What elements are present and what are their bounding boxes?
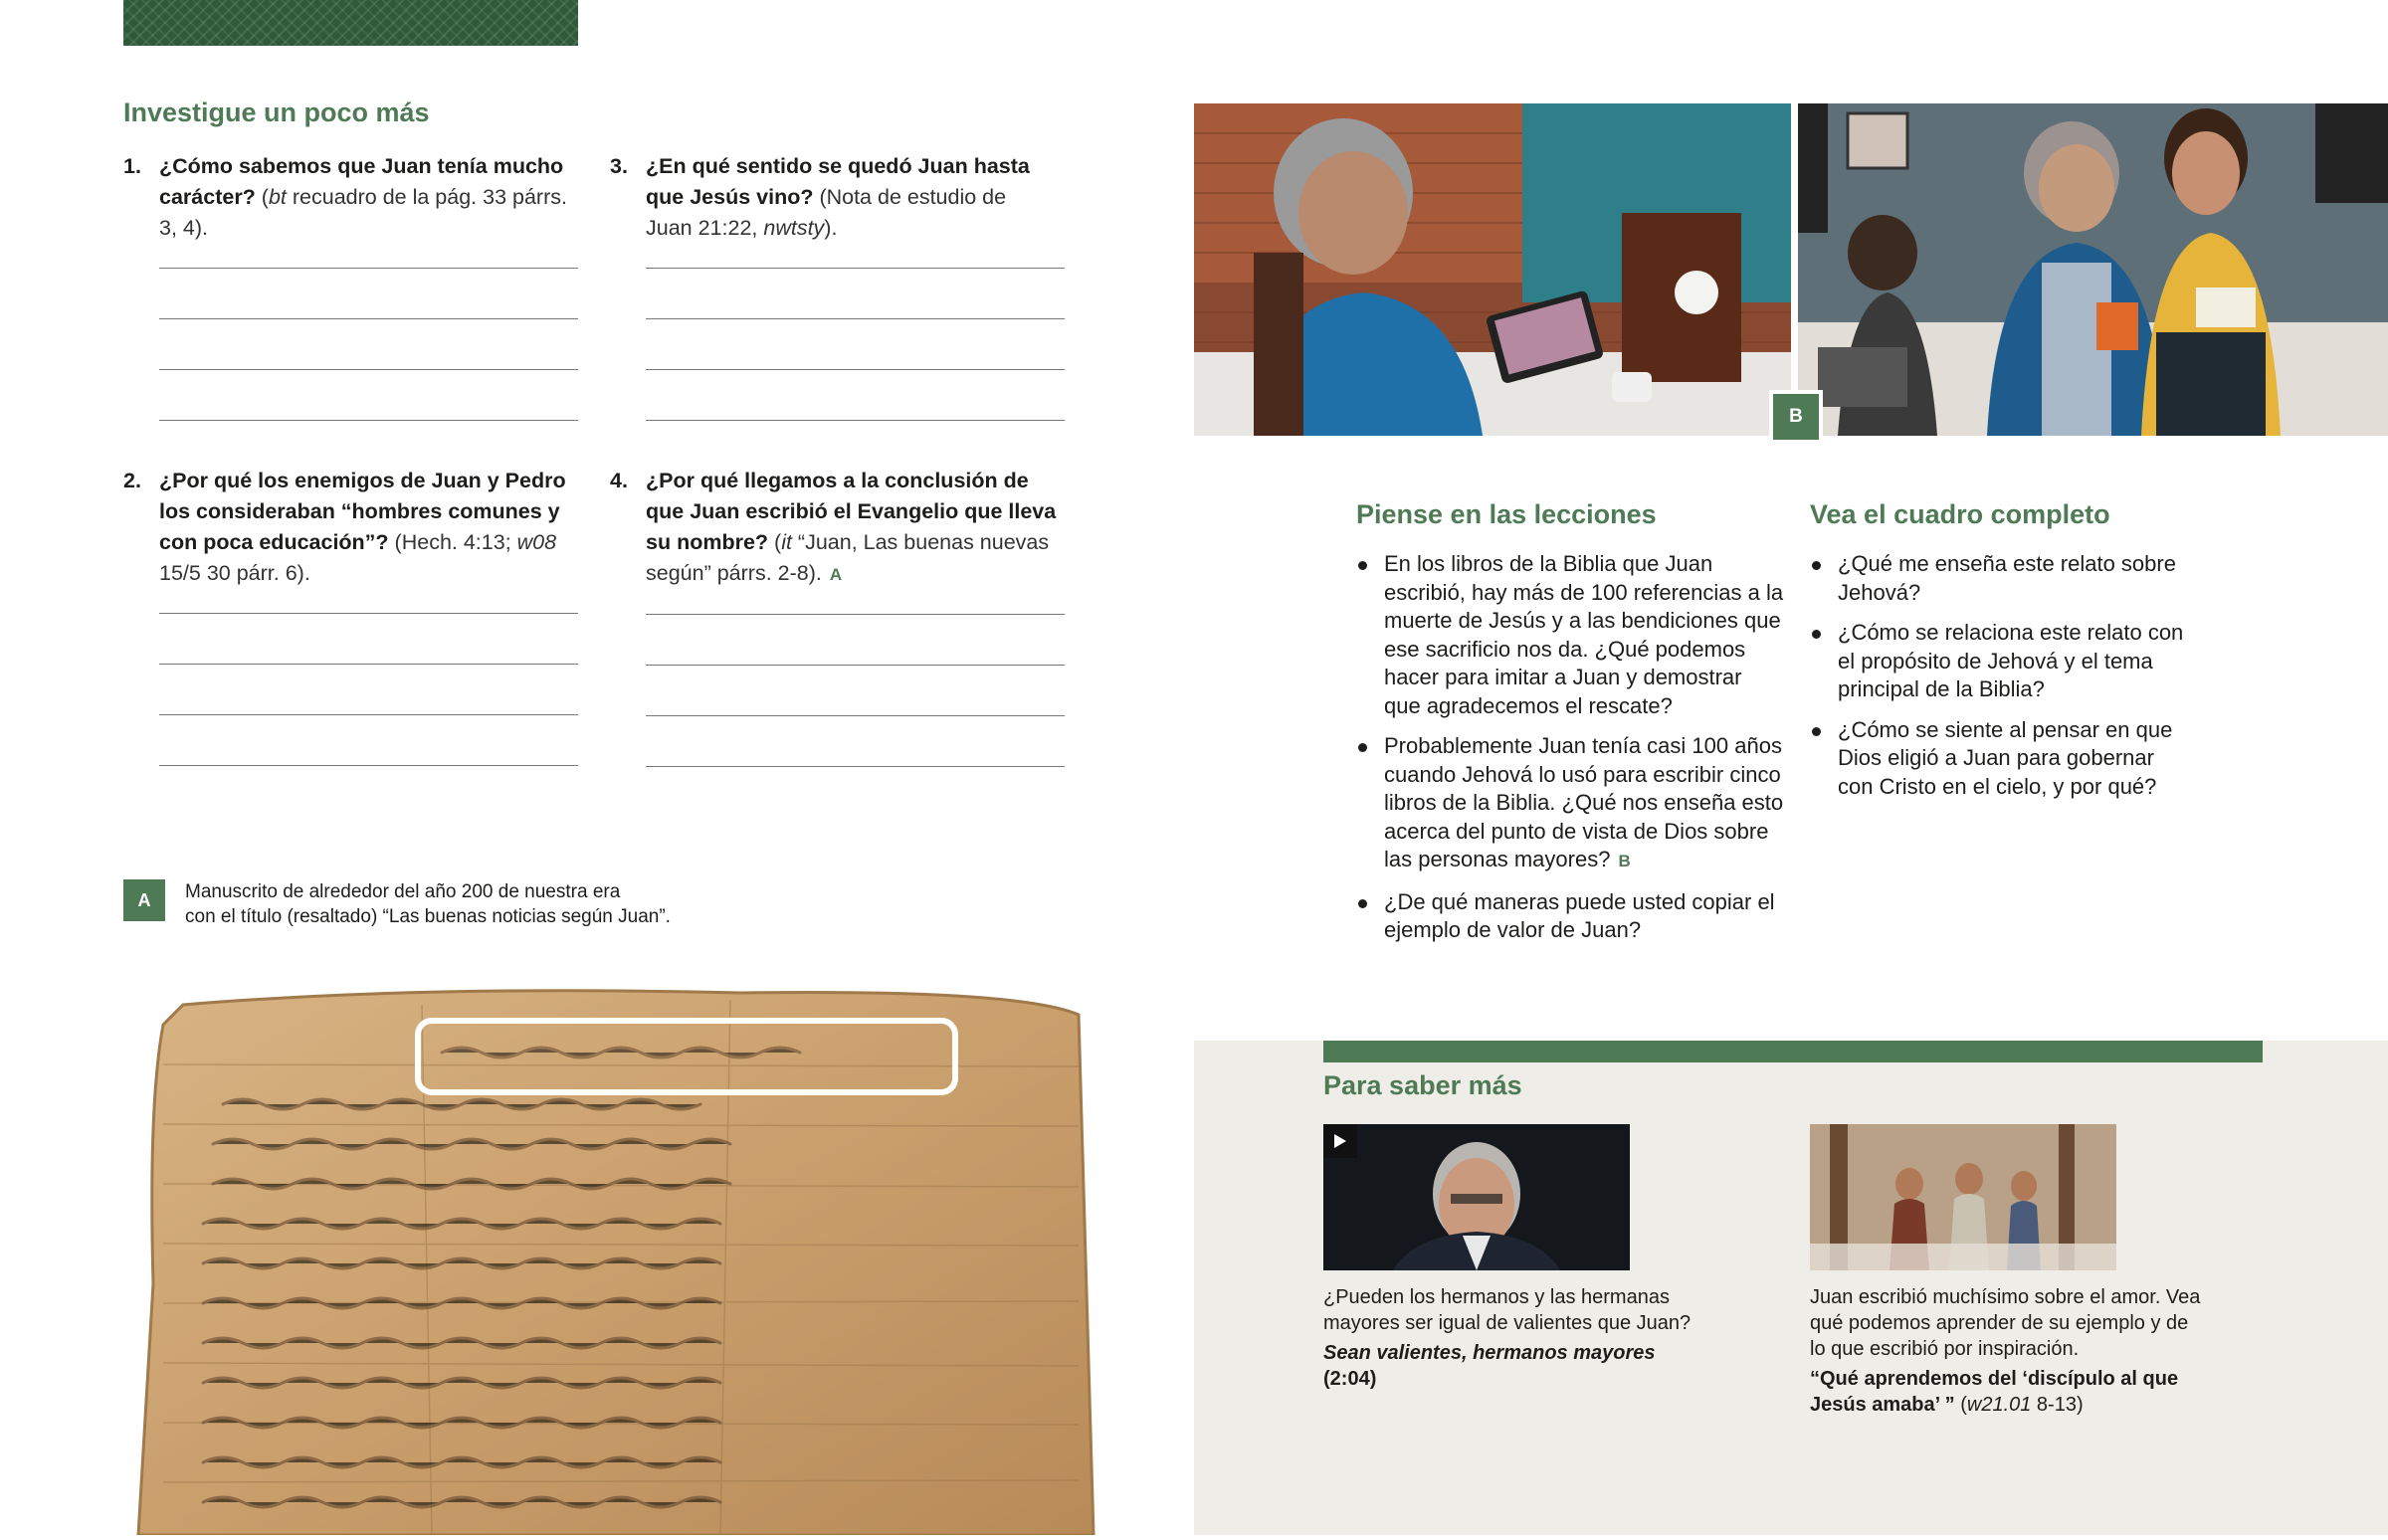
lesson-text: Probablemente Juan tenía casi 100 años cuando Jehová lo usó para escribir cinco libros de la Biblia. ¿Qué nos enseña esto acerca del punto de vista de Dios sobre las personas mayores? <box>1384 733 1784 871</box>
question-ref-rest: ). <box>824 216 838 240</box>
photo-illustration <box>1194 103 1791 436</box>
question-2 <box>123 466 571 816</box>
article-ref-rest: 8-13) <box>2031 1394 2084 1416</box>
big-picture-item <box>1810 716 2188 802</box>
caption-line-1: Manuscrito de alrededor del año 200 de nuestra era <box>185 881 621 902</box>
section-title-lessons: Piense en las lecciones <box>1356 499 1657 529</box>
question-prompt: ¿Cómo sabemos que Juan tenía mucho carácter? <box>159 154 564 209</box>
answer-line <box>646 420 1065 421</box>
question-ref-abbr: it <box>781 530 792 554</box>
article-card[interactable] <box>1810 1124 2208 1418</box>
video-card[interactable] <box>1323 1124 1741 1392</box>
photo-illustration <box>1798 103 2388 436</box>
thumbnail-illustration <box>1810 1124 2116 1270</box>
thumbnail-illustration <box>1323 1124 1630 1270</box>
question-ref-open: ( <box>768 530 782 554</box>
lesson-item <box>1356 550 1784 720</box>
article-ref-open: ( <box>1954 1394 1967 1416</box>
answer-lines[interactable] <box>646 614 1058 767</box>
question-ref-abbr: nwtsty <box>763 216 825 240</box>
question-number: 3. <box>610 154 628 178</box>
big-picture-item <box>1810 550 2188 607</box>
answer-lines[interactable] <box>159 613 571 766</box>
lesson-item <box>1356 732 1784 876</box>
lesson-item <box>1356 888 1784 945</box>
photo-woman-video-call <box>1194 103 1791 436</box>
answer-line <box>646 318 1065 319</box>
lesson-text: ¿De qué maneras puede usted copiar el ejemplo de valor de Juan? <box>1384 888 1775 942</box>
answer-line <box>646 715 1065 716</box>
caption-text <box>185 879 671 929</box>
answer-line <box>159 420 578 421</box>
answer-line <box>646 268 1065 269</box>
answer-lines[interactable] <box>646 268 1058 421</box>
question-prompt: ¿En qué sentido se quedó Juan hasta que Jesús vino? <box>646 154 1030 209</box>
answer-line <box>159 268 578 269</box>
image-tag-b: B <box>1769 390 1823 444</box>
answer-line <box>159 369 578 370</box>
article-title-text[interactable]: “Qué aprendemos del ‘discípulo al que Jesús amaba’ ” <box>1810 1368 2179 1416</box>
video-thumbnail[interactable] <box>1323 1124 1630 1270</box>
video-title[interactable] <box>1323 1340 1741 1392</box>
article-title[interactable] <box>1810 1366 2208 1418</box>
question-ref-open: ( <box>255 185 269 209</box>
image-ref-tag[interactable]: A <box>829 565 843 584</box>
question-4 <box>610 466 1058 817</box>
question-3 <box>610 151 1058 471</box>
big-picture-text: ¿Qué me enseña este relato sobre Jehová? <box>1838 551 2176 605</box>
question-text <box>646 466 1058 590</box>
answer-line <box>646 665 1065 666</box>
answer-line <box>646 614 1065 615</box>
big-picture-item <box>1810 619 2188 704</box>
question-number: 4. <box>610 469 628 492</box>
manuscript-image <box>123 985 1098 1535</box>
question-text <box>646 151 1058 244</box>
video-title-text[interactable]: Sean valientes, hermanos mayores <box>1323 1342 1656 1364</box>
play-icon[interactable] <box>1323 1124 1357 1158</box>
lessons-list <box>1356 550 1784 957</box>
answer-line <box>159 664 578 665</box>
caption-a <box>123 879 671 929</box>
question-ref-rest: 15/5 30 párr. 6). <box>159 561 310 585</box>
answer-line <box>159 613 578 614</box>
question-prompt: ¿Por qué llegamos a la conclusión de que Juan escribió el Evangelio que lleva su nombre? <box>646 469 1057 554</box>
question-prompt: ¿Por qué los enemigos de Juan y Pedro los consideraban “hombres comunes y con poca educación”? <box>159 469 566 554</box>
article-thumbnail[interactable] <box>1810 1124 2116 1270</box>
question-text <box>159 466 571 589</box>
question-ref-abbr: w08 <box>516 530 557 554</box>
image-ref-tag[interactable]: B <box>1618 852 1631 870</box>
question-ref-abbr: bt <box>268 185 287 209</box>
question-text <box>159 151 571 244</box>
answer-line <box>159 318 578 319</box>
section-title-investigate: Investigue un poco más <box>123 97 430 127</box>
big-picture-text: ¿Cómo se siente al pensar en que Dios eligió a Juan para gobernar con Cristo en el cielo, y por qué? <box>1838 716 2173 799</box>
image-tag-a: A <box>123 879 165 921</box>
lesson-text: En los libros de la Biblia que Juan escribió, hay más de 100 referencias a la muerte de Jesús y a las bendiciones que ese sacrificio nos da. ¿Qué podemos hacer para imitar a Juan y demostrar que agradecemos el rescate? <box>1384 551 1784 718</box>
question-ref-open: (Hech. 4:13; <box>388 530 517 554</box>
photo-women-greeting <box>1798 103 2388 436</box>
question-number: 1. <box>123 154 141 178</box>
big-picture-text: ¿Cómo se relaciona este relato con el propósito de Jehová y el tema principal de la Biblia? <box>1838 620 2184 701</box>
answer-lines[interactable] <box>159 268 571 421</box>
article-ref-abbr: w21.01 <box>1966 1394 2032 1416</box>
caption-line-2: con el título (resaltado) “Las buenas noticias según Juan”. <box>185 906 671 927</box>
question-ref-rest: recuadro de la pág. 33 párrs. 3, 4). <box>159 185 567 240</box>
video-description: ¿Pueden los hermanos y las hermanas mayores ser igual de valientes que Juan? <box>1323 1286 1692 1334</box>
section-title-more: Para saber más <box>1323 1070 1522 1100</box>
question-1 <box>123 151 571 471</box>
question-ref-rest: “Juan, Las buenas nuevas según” párrs. 2-8). <box>646 530 1050 585</box>
question-ref-open: (Nota de estudio de Juan 21:22, <box>646 185 1007 240</box>
question-number: 2. <box>123 469 141 492</box>
answer-line <box>159 714 578 715</box>
decorative-header-band <box>123 0 578 46</box>
answer-line <box>646 369 1065 370</box>
section-title-big-picture: Vea el cuadro completo <box>1810 499 2110 529</box>
papyrus-illustration <box>123 985 1098 1535</box>
big-picture-list <box>1810 550 2188 813</box>
answer-line <box>159 765 578 766</box>
answer-line <box>646 766 1065 767</box>
article-description: Juan escribió muchísimo sobre el amor. Vea qué podemos aprender de su ejemplo y de lo que escribió por inspiración. <box>1810 1286 2201 1360</box>
more-info-bar <box>1323 1041 2263 1062</box>
video-duration: (2:04) <box>1323 1368 1377 1390</box>
